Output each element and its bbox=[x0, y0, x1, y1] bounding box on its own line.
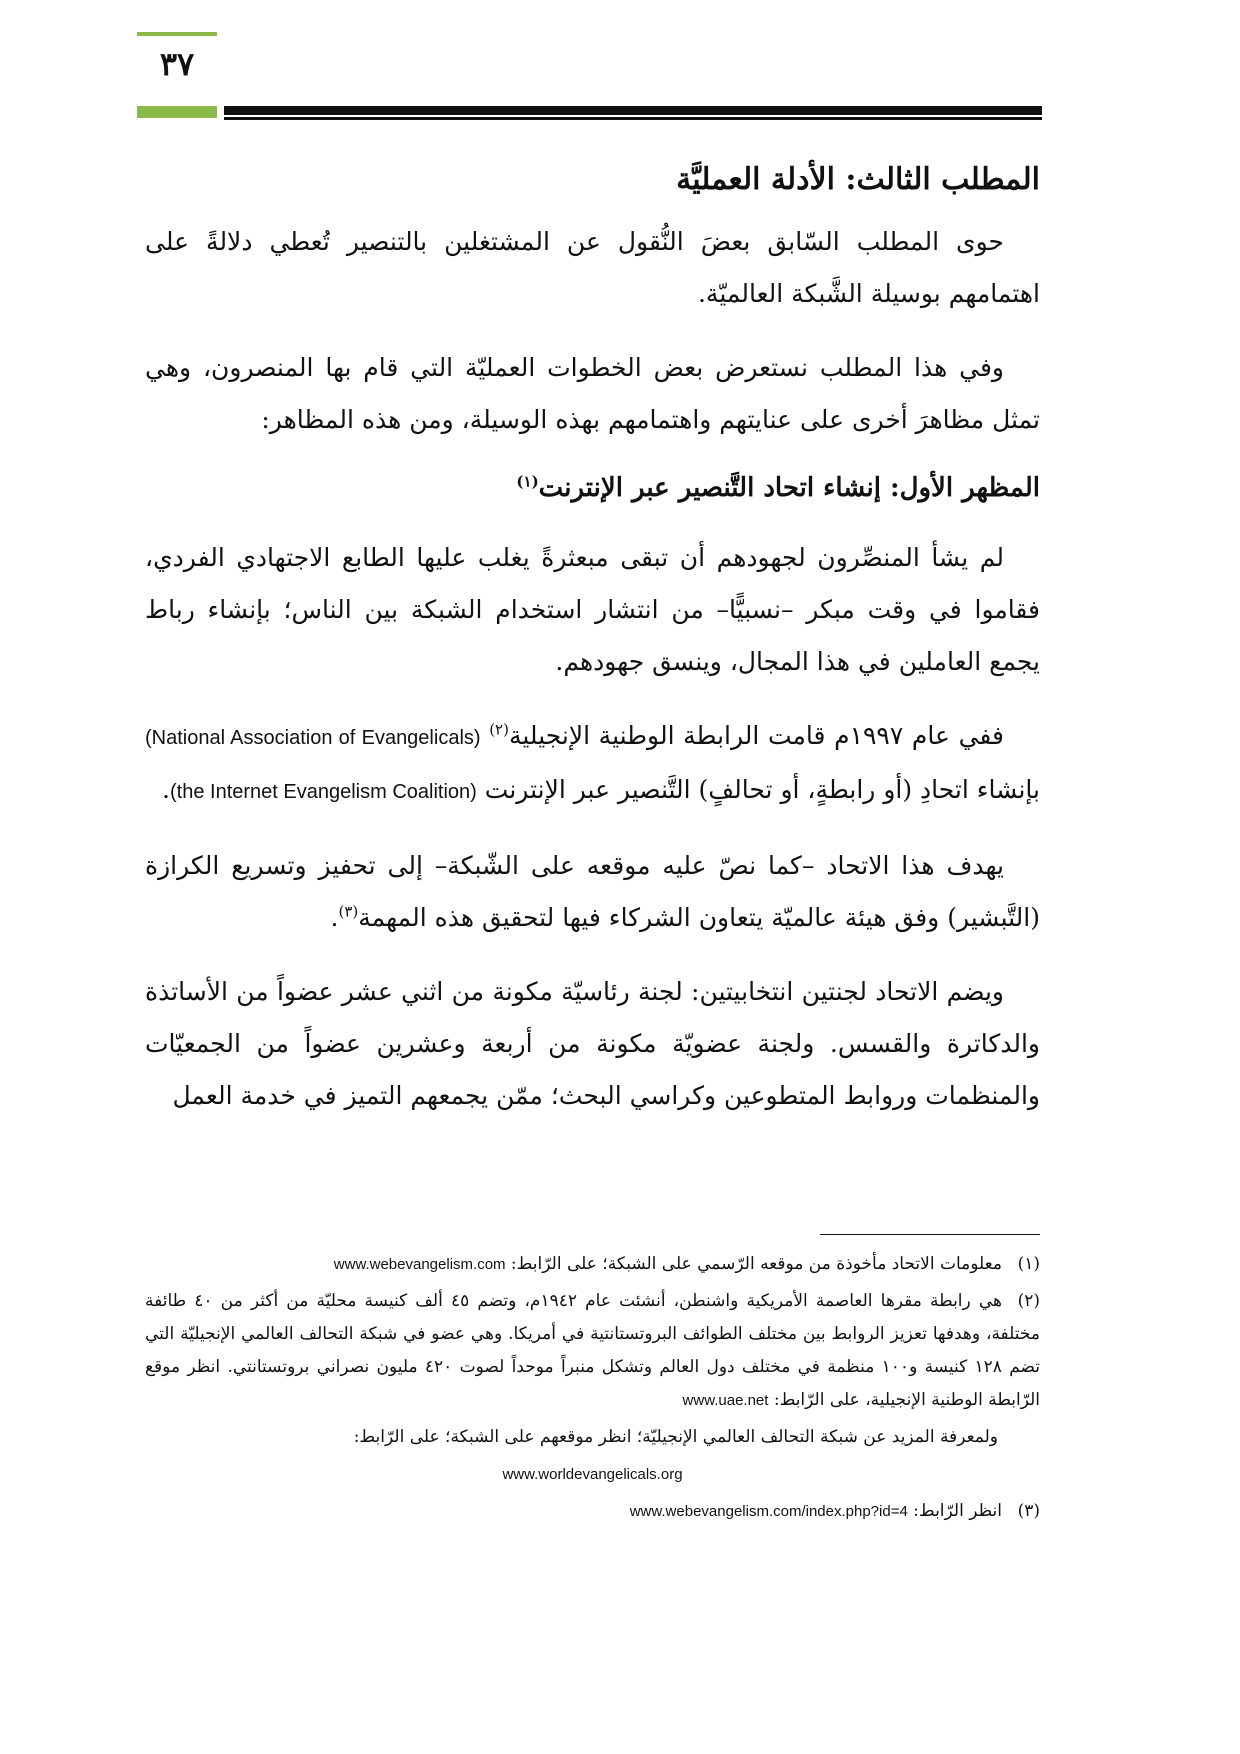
footnote-1-link[interactable]: www.webevangelism.com bbox=[333, 1256, 506, 1273]
paragraph-3: لم يشأ المنصِّرون لجهودهم أن تبقى مبعثرةً يغلب عليها الطابع الاجتهادي الفردي، فقاموا في وقت مبكر –نسبيًّا– من انتشار استخدام الشبكة بين الناس؛ بإنشاء رباط يجمع العاملين في هذا المجال، وينسق جهودهم. bbox=[145, 543, 1040, 676]
paragraph-4-part-b: بإنشاء اتحادِ (أو رابطةٍ، أو تحالفٍ) التَّنصير عبر الإنترنت bbox=[476, 775, 1040, 804]
footnote-1-text: معلومات الاتحاد مأخوذة من موقعه الرّسمي على الشبكة؛ على الرّابط: bbox=[505, 1254, 1002, 1274]
sub-heading bbox=[145, 462, 1040, 514]
sub-heading-label: المظهر الأول bbox=[899, 473, 1040, 503]
header-rule-thick bbox=[224, 106, 1042, 115]
footnote-3-link[interactable]: www.webevangelism.com/index.php?id=4 bbox=[629, 1503, 908, 1520]
page-number-bottom-rule bbox=[137, 106, 217, 118]
footnote-1 bbox=[145, 1248, 1040, 1281]
footnote-3-number: (٣) bbox=[1017, 1501, 1040, 1521]
footnote-ref-1: (١) bbox=[516, 472, 539, 491]
paragraph-4-part-a: ففي عام ١٩٩٧م قامت الرابطة الوطنية الإنجيلية bbox=[508, 721, 1004, 750]
section-heading: المطلب الثالث: الأدلة العمليَّة bbox=[676, 162, 1040, 197]
footnote-2-text: هي رابطة مقرها العاصمة الأمريكية واشنطن، أنشئت عام ١٩٤٢م، وتضم ٤٥ ألف كنيسة محليّة من أكثر من ٤٠ طائفة مختلفة، وهدفها تعزيز الروابط بين مختلف الطوائف البروتستانتية في أمريكا. وهي عضو في شبكة التحالف العالمي الإنجيليّة التي تضم ١٢٨ كنيسة و١٠٠ منظمة في مختلف دول العالم وتشكل منبراً موحداً لصوت ٤٢٠ مليون نصراني بروتستانتي. انظر موقع الرّابطة الوطنية الإنجيلية، على الرّابط: bbox=[145, 1291, 1041, 1410]
english-name-iec: (the Internet Evangelism Coalition) bbox=[170, 781, 477, 803]
page-number: ٣٧ bbox=[159, 45, 195, 83]
footnote-1-number: (١) bbox=[1017, 1254, 1040, 1274]
main-content bbox=[145, 150, 1040, 1144]
footnote-2 bbox=[145, 1285, 1040, 1417]
footnote-2-link-2[interactable]: www.worldevangelicals.org bbox=[502, 1466, 683, 1483]
paragraph-6: ويضم الاتحاد لجنتين انتخابيتين: لجنة رئاسيّة مكونة من اثني عشر عضواً من الأساتذة والدكاترة والقسس. ولجنة عضويّة مكونة من أربعة وعشرين عضواً من الجمعيّات والمنظمات وروابط المتطوعين وكراسي البحث؛ ممّن يجمعهم التميز في خدمة العمل bbox=[145, 977, 1040, 1110]
header-rule-thin bbox=[224, 117, 1042, 120]
paragraph-5 bbox=[145, 840, 1040, 944]
footnote-3-text: انظر الرّابط: bbox=[907, 1501, 1002, 1521]
footnote-2-number: (٢) bbox=[1017, 1291, 1040, 1311]
english-name-nae: (National Association of Evangelicals) bbox=[145, 727, 481, 749]
paragraph-4 bbox=[145, 710, 1040, 818]
footnote-3 bbox=[145, 1495, 1040, 1528]
paragraph-4-part-c: . bbox=[162, 775, 170, 804]
footnote-ref-3: (٣) bbox=[338, 902, 359, 921]
footnote-2-link[interactable]: www.uae.net bbox=[682, 1392, 769, 1409]
footnote-2-more: ولمعرفة المزيد عن شبكة التحالف العالمي الإنجيليّة؛ انظر موقعهم على الشبكة؛ على الرّابط: bbox=[353, 1427, 998, 1447]
paragraph-1: حوى المطلب السّابق بعضَ النُّقول عن المشتغلين بالتنصير تُعطي دلالةً على اهتمامهم بوسيلة الشَّبكة العالميّة. bbox=[145, 227, 1040, 308]
paragraph-5-part-b: . bbox=[330, 903, 339, 932]
footnote-2-link-2-row bbox=[145, 1458, 1040, 1491]
footnotes bbox=[145, 1248, 1040, 1532]
paragraph-2: وفي هذا المطلب نستعرض بعض الخطوات العمليّة التي قام بها المنصرون، وهي تمثل مظاهرَ أخرى على عنايتهم واهتمامهم بهذه الوسيلة، ومن هذه المظاهر: bbox=[145, 353, 1040, 434]
paragraph-5-part-a: يهدف هذا الاتحاد –كما نصّ عليه موقعه على الشّبكة– إلى تحفيز وتسريع الكرازة (التَّبشير) وفق هيئة عالميّة يتعاون الشركاء فيها لتحقيق هذه المهمة bbox=[145, 851, 1040, 932]
page-number-top-rule bbox=[137, 32, 217, 36]
footnote-ref-2: (٢) bbox=[489, 720, 509, 739]
footnote-separator bbox=[820, 1234, 1040, 1235]
sub-heading-text: : إنشاء اتحاد التَّنصير عبر الإنترنت bbox=[538, 473, 900, 503]
